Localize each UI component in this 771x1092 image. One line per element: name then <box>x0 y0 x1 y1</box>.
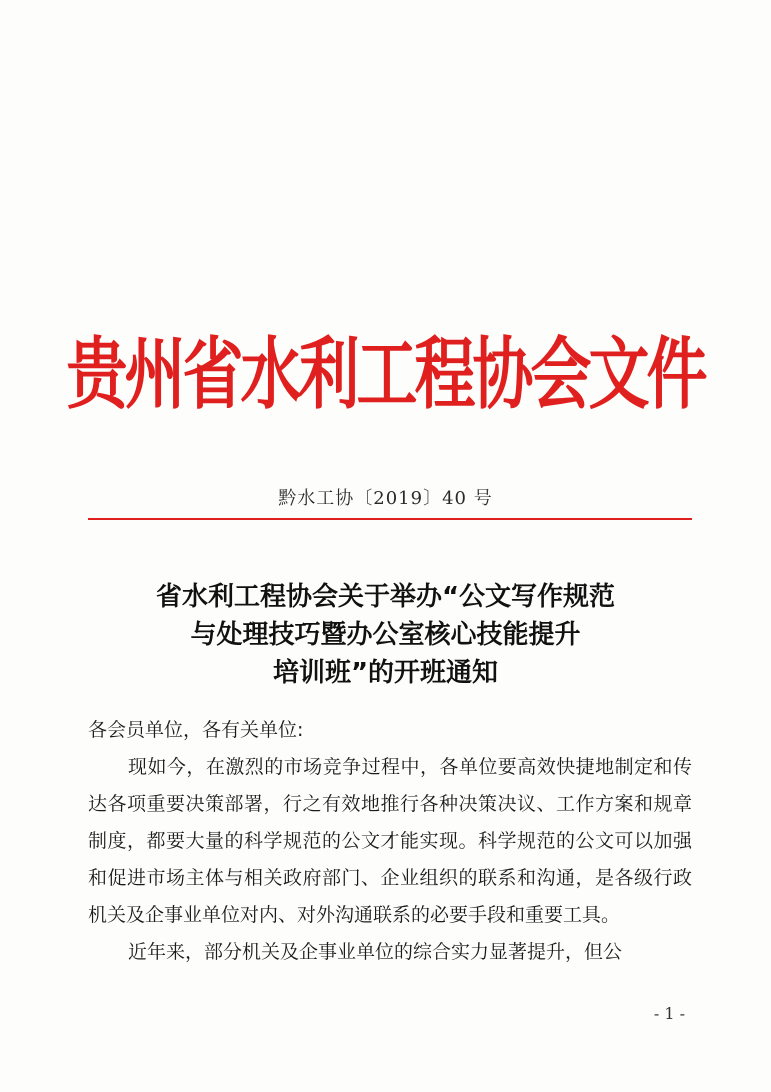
body-paragraph: 现如今，在激烈的市场竞争过程中，各单位要高效快捷地制定和传达各项重要决策部署，行之有效地推行各种决策决议、工作方案和规章制度，都要大量的科学规范的公文才能实现。科学规范的公文可以加强和促进市场主体与相关政府部门、企业组织的联系和沟通，是各级行政机关及企事业单位对内、对外沟通联系的必要手段和重要工具。 <box>88 756 692 926</box>
salutation: 各会员单位，各有关单位: <box>88 719 304 741</box>
notice-title-line: 省水利工程协会关于举办“公文写作规范 <box>155 582 616 612</box>
document-header-title: 贵州省水利工程协会文件 <box>66 329 705 421</box>
notice-title <box>0 578 771 692</box>
document-number: 黔水工协〔2019〕40 号 <box>278 488 493 509</box>
page-number: - 1 - <box>653 1004 685 1023</box>
red-divider-line <box>88 518 692 520</box>
notice-title-line: 与处理技巧暨办公室核心技能提升 <box>190 620 581 650</box>
notice-body <box>88 712 692 971</box>
body-paragraph: 近年来，部分机关及企事业单位的综合实力显著提升，但公 <box>128 941 623 963</box>
notice-title-line: 培训班”的开班通知 <box>272 658 499 688</box>
